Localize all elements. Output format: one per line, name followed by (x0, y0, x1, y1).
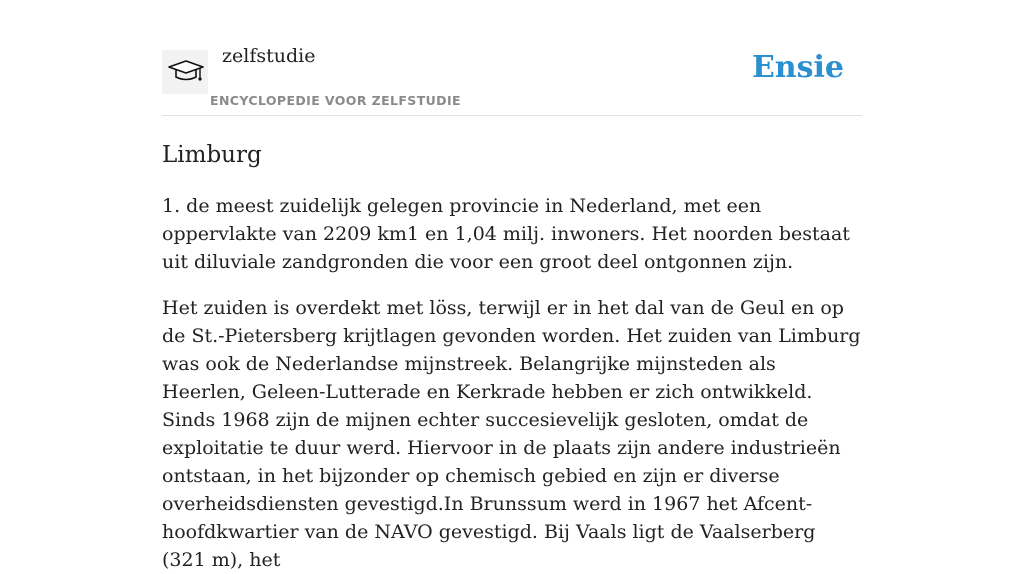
article-title: Limburg (162, 142, 262, 168)
page (162, 0, 862, 574)
article-paragraph: 1. de meest zuidelijk gelegen provincie in Nederland, met een oppervlakte van 2209 km1 en 1,04 milj. inwoners. Het noorden bestaat uit diluviale zandgronden die voor een groot deel ontgonnen zijn. (162, 195, 850, 273)
site-header (162, 0, 862, 116)
article-paragraph: Het zuiden is overdekt met löss, terwijl er in het dal van de Geul en op de St.-Pietersberg krijtlagen gevonden worden. Het zuiden van Limburg was ook de Nederlandse mijnstreek. Belangrijke mijnsteden als Heerlen, Geleen-Lutterade en Kerkrade hebben er zich ontwikkeld. Sinds 1968 zijn de mijnen echter succesievelijk gesloten, omdat de exploitatie te duur werd. Hiervoor in de plaats zijn andere industrieën ontstaan, in het bijzonder op chemisch gebied en zijn er diverse overheidsdiensten gevestigd.In Brunssum werd in 1967 het Afcent-hoofdkwartier van de NAVO gevestigd. Bij Vaals ligt de Vaalserberg (321 m), het (162, 297, 861, 571)
graduation-cap-icon (167, 58, 205, 86)
ensie-brand-link[interactable]: Ensie (751, 50, 844, 85)
site-logo[interactable] (162, 50, 208, 94)
site-tagline: ENCYCLOPEDIE VOOR ZELFSTUDIE (210, 93, 461, 108)
site-name[interactable]: zelfstudie (222, 45, 316, 67)
